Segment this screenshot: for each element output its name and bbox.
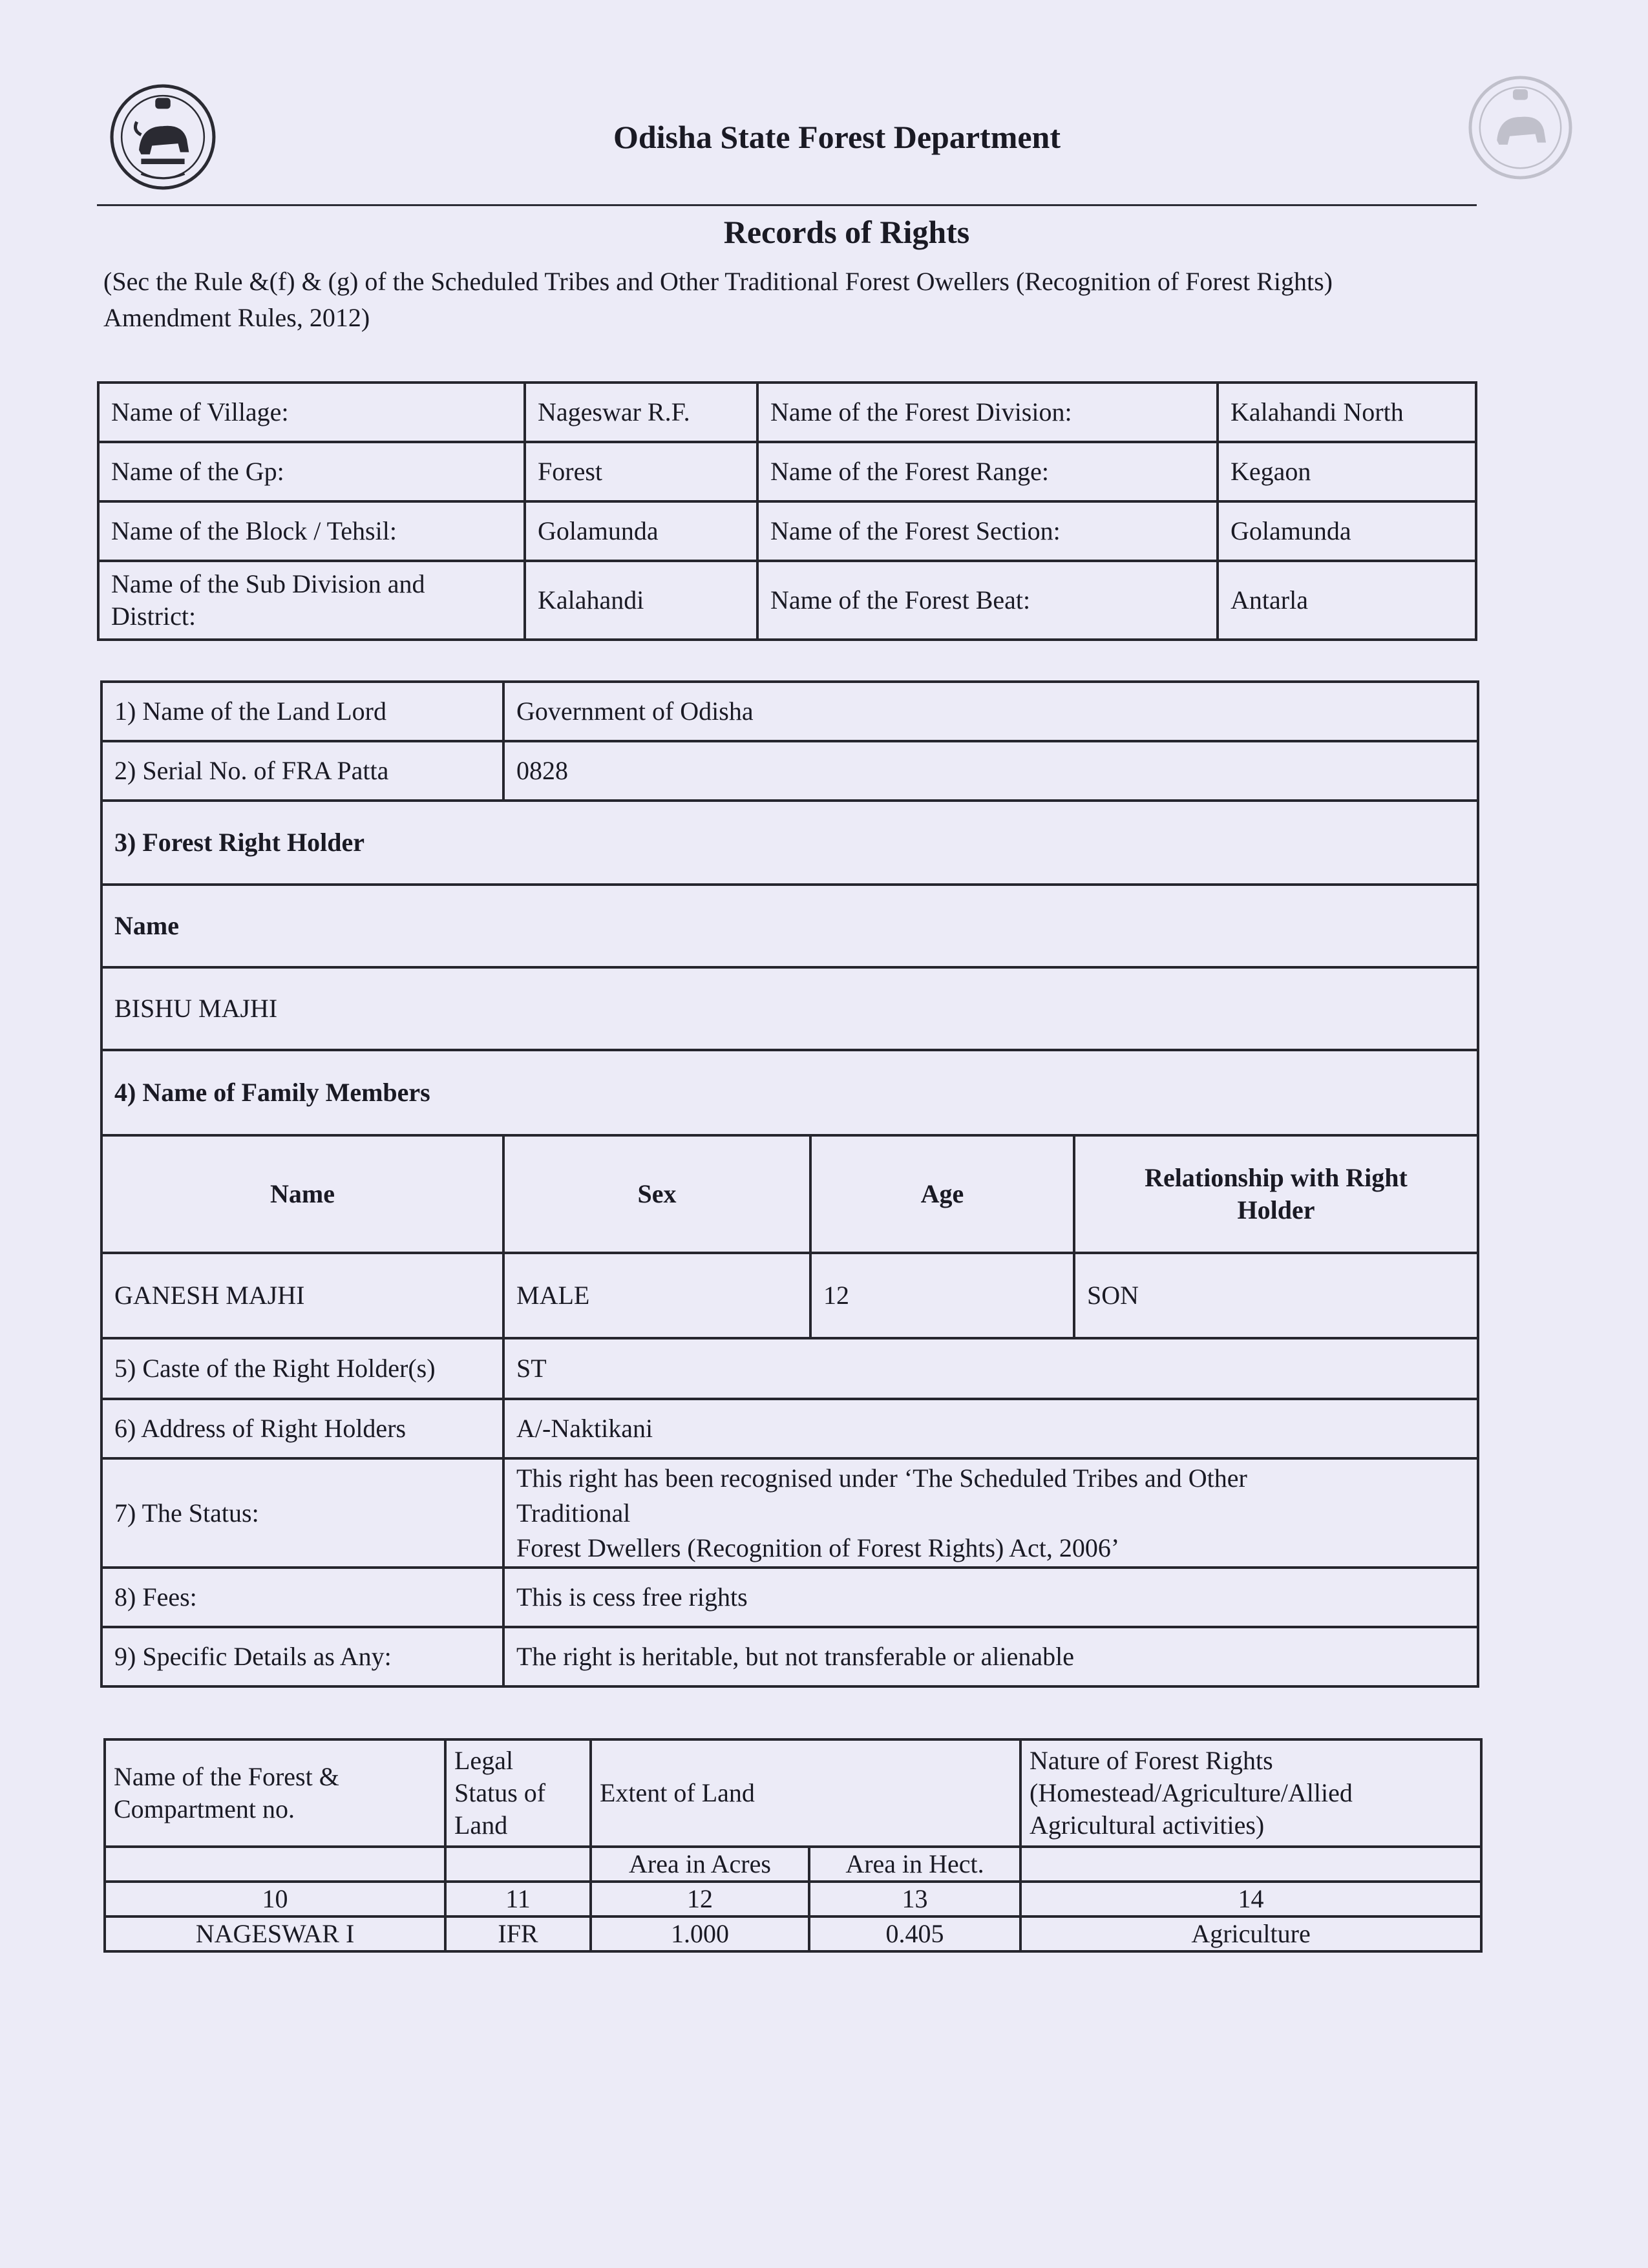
table-row bbox=[101, 1050, 1478, 1135]
table-row bbox=[101, 967, 1478, 1050]
family-heading: 4) Name of Family Members bbox=[101, 1050, 1478, 1135]
landlord-label: 1) Name of the Land Lord bbox=[101, 682, 503, 741]
caste-label: 5) Caste of the Right Holder(s) bbox=[101, 1338, 503, 1399]
col-number: 14 bbox=[1020, 1882, 1481, 1916]
gp-value: Forest bbox=[525, 442, 757, 501]
fees-label: 8) Fees: bbox=[101, 1568, 503, 1627]
fees-value: This is cess free rights bbox=[503, 1568, 1478, 1627]
status-value bbox=[503, 1458, 1478, 1568]
gp-label: Name of the Gp: bbox=[98, 442, 525, 501]
forest-range-label: Name of the Forest Range: bbox=[757, 442, 1218, 501]
land-forest-name: NAGESWAR I bbox=[105, 1916, 445, 1951]
table-row bbox=[105, 1916, 1481, 1951]
table-row bbox=[101, 741, 1478, 801]
department-title: Odisha State Forest Department bbox=[613, 119, 1061, 155]
village-value: Nageswar R.F. bbox=[525, 383, 757, 442]
table-row bbox=[105, 1882, 1481, 1916]
family-col-relationship: Relationship with Right Holder bbox=[1074, 1135, 1478, 1253]
address-label: 6) Address of Right Holders bbox=[101, 1399, 503, 1458]
table-row bbox=[101, 1458, 1478, 1568]
subdivision-label: Name of the Sub Division and District: bbox=[98, 561, 525, 640]
forest-section-value: Golamunda bbox=[1218, 501, 1476, 561]
table-row bbox=[101, 1135, 1478, 1253]
serial-label: 2) Serial No. of FRA Patta bbox=[101, 741, 503, 801]
family-member-sex: MALE bbox=[503, 1253, 810, 1338]
status-label: 7) The Status: bbox=[101, 1458, 503, 1568]
empty-cell bbox=[105, 1847, 445, 1882]
empty-cell bbox=[445, 1847, 591, 1882]
family-member-age: 12 bbox=[810, 1253, 1074, 1338]
family-col-sex: Sex bbox=[503, 1135, 810, 1253]
status-line: Forest Dwellers (Recognition of Forest Rights) Act, 2006’ bbox=[516, 1533, 1120, 1562]
family-member-relation: SON bbox=[1074, 1253, 1478, 1338]
table-row bbox=[101, 1568, 1478, 1627]
family-col-age: Age bbox=[810, 1135, 1074, 1253]
col-number: 12 bbox=[591, 1882, 809, 1916]
table-row bbox=[101, 1338, 1478, 1399]
table-row bbox=[101, 1399, 1478, 1458]
table-row bbox=[98, 442, 1476, 501]
address-value: A/-Naktikani bbox=[503, 1399, 1478, 1458]
land-nature: Agriculture bbox=[1020, 1916, 1481, 1951]
details-value: The right is heritable, but not transferable or alienable bbox=[503, 1627, 1478, 1686]
block-value: Golamunda bbox=[525, 501, 757, 561]
forest-beat-label: Name of the Forest Beat: bbox=[757, 561, 1218, 640]
sub-area-hect: Area in Hect. bbox=[809, 1847, 1020, 1882]
col-number: 13 bbox=[809, 1882, 1020, 1916]
land-legal-status: IFR bbox=[445, 1916, 591, 1951]
col-extent-of-land: Extent of Land bbox=[591, 1739, 1020, 1847]
rights-record-table bbox=[100, 680, 1479, 1688]
forest-beat-value: Antarla bbox=[1218, 561, 1476, 640]
forest-division-label: Name of the Forest Division: bbox=[757, 383, 1218, 442]
table-row bbox=[101, 1627, 1478, 1686]
empty-cell bbox=[1020, 1847, 1481, 1882]
land-area-acres: 1.000 bbox=[591, 1916, 809, 1951]
subdivision-value: Kalahandi bbox=[525, 561, 757, 640]
forest-division-value: Kalahandi North bbox=[1218, 383, 1476, 442]
serial-value: 0828 bbox=[503, 741, 1478, 801]
location-table bbox=[97, 381, 1477, 641]
table-row bbox=[105, 1847, 1481, 1882]
caste-value: ST bbox=[503, 1338, 1478, 1399]
status-line: Traditional bbox=[516, 1498, 631, 1528]
table-row bbox=[98, 383, 1476, 442]
forest-section-label: Name of the Forest Section: bbox=[757, 501, 1218, 561]
document-title: Records of Rights bbox=[723, 214, 970, 250]
table-row bbox=[101, 682, 1478, 741]
land-extent-table bbox=[103, 1738, 1483, 1953]
land-area-hect: 0.405 bbox=[809, 1916, 1020, 1951]
family-col-name: Name bbox=[101, 1135, 503, 1253]
status-line: This right has been recognised under ‘The Scheduled Tribes and Other bbox=[516, 1463, 1247, 1493]
table-row bbox=[101, 885, 1478, 967]
right-holder-heading: 3) Forest Right Holder bbox=[101, 801, 1478, 885]
table-row bbox=[101, 1253, 1478, 1338]
block-label: Name of the Block / Tehsil: bbox=[98, 501, 525, 561]
table-row bbox=[98, 501, 1476, 561]
family-member-name: GANESH MAJHI bbox=[101, 1253, 503, 1338]
right-holder-name: BISHU MAJHI bbox=[101, 967, 1478, 1050]
col-forest-compartment: Name of the Forest & Compartment no. bbox=[105, 1739, 445, 1847]
table-row bbox=[101, 801, 1478, 885]
forest-range-value: Kegaon bbox=[1218, 442, 1476, 501]
sub-area-acres: Area in Acres bbox=[591, 1847, 809, 1882]
table-row bbox=[98, 561, 1476, 640]
col-nature-of-rights: Nature of Forest Rights (Homestead/Agriculture/Allied Agricultural activities) bbox=[1020, 1739, 1481, 1847]
landlord-value: Government of Odisha bbox=[503, 682, 1478, 741]
village-label: Name of Village: bbox=[98, 383, 525, 442]
col-number: 10 bbox=[105, 1882, 445, 1916]
col-legal-status: Legal Status of Land bbox=[445, 1739, 591, 1847]
name-heading: Name bbox=[101, 885, 1478, 967]
col-number: 11 bbox=[445, 1882, 591, 1916]
header-divider bbox=[97, 204, 1477, 206]
details-label: 9) Specific Details as Any: bbox=[101, 1627, 503, 1686]
table-row bbox=[105, 1739, 1481, 1847]
document-subtitle: (Sec the Rule &(f) & (g) of the Scheduled Tribes and Other Traditional Forest Owellers (Recognition of Forest Rights) Amendment Rules, 2012) bbox=[103, 267, 1333, 332]
